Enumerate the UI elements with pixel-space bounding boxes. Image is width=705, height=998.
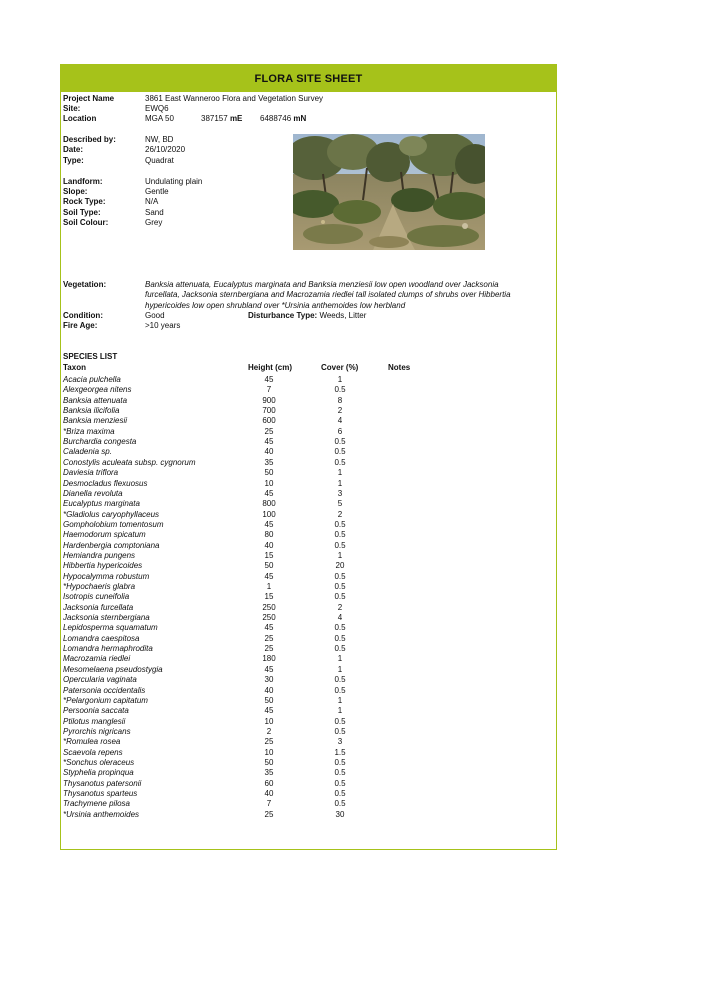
species-row — [63, 717, 483, 727]
species-height: 15 — [264, 592, 274, 602]
species-taxon: Lepidosperma squamatum — [63, 623, 158, 633]
species-cover: 3 — [337, 737, 343, 747]
site-photo — [293, 134, 485, 250]
soil-colour-value: Grey — [145, 218, 163, 227]
species-taxon: *Pelargonium capitatum — [63, 695, 148, 705]
species-height: 80 — [264, 530, 274, 540]
species-row — [63, 427, 483, 437]
species-cover: 0.5 — [334, 633, 346, 643]
site-label: Site: — [63, 104, 81, 113]
species-cover: 1 — [337, 478, 343, 488]
species-cover: 0.5 — [334, 530, 346, 540]
species-cover: 6 — [337, 426, 343, 436]
sheet-title: FLORA SITE SHEET — [254, 72, 363, 85]
species-row — [63, 623, 483, 633]
species-height: 45 — [264, 664, 274, 674]
species-cover: 0.5 — [334, 757, 346, 767]
species-row — [63, 541, 483, 551]
species-cover: 0.5 — [334, 447, 346, 457]
species-row — [63, 437, 483, 447]
species-taxon: Conostylis aculeata subsp. cygnorum — [63, 457, 196, 467]
species-row — [63, 686, 483, 696]
species-height: 40 — [264, 789, 274, 798]
rock-type-label: Rock Type: — [63, 197, 106, 206]
species-taxon: Gompholobium tomentosum — [63, 519, 164, 529]
species-height: 45 — [264, 488, 274, 498]
species-row — [63, 447, 483, 457]
disturbance-value: Weeds, Litter — [319, 311, 367, 320]
northing-value: 6488746 — [260, 114, 292, 123]
species-taxon: Acacia pulchella — [63, 375, 121, 384]
species-height: 10 — [264, 747, 274, 757]
species-height: 45 — [264, 706, 274, 716]
species-cover: 0.5 — [334, 437, 346, 447]
species-taxon: Isotropis cuneifolia — [63, 592, 130, 602]
species-cover: 0.5 — [334, 768, 346, 778]
disturbance — [248, 311, 366, 320]
species-taxon: Macrozamia riedlei — [63, 654, 131, 664]
date-label: Date: — [63, 145, 84, 154]
species-cover: 3 — [337, 488, 343, 498]
species-height: 25 — [264, 809, 274, 819]
species-cover: 0.5 — [334, 592, 346, 602]
species-row — [63, 582, 483, 592]
species-row — [63, 654, 483, 664]
species-row — [63, 561, 483, 571]
species-cover: 0.5 — [334, 519, 346, 529]
header-bar — [61, 65, 556, 92]
project-name-label: Project Name — [63, 94, 115, 103]
species-height: 900 — [262, 395, 276, 405]
col-height: Height (cm) — [248, 363, 292, 372]
species-cover: 0.5 — [334, 789, 346, 798]
species-taxon: *Sonchus oleraceus — [63, 757, 135, 767]
landform-value: Undulating plain — [145, 177, 203, 186]
species-row — [63, 789, 483, 799]
species-row — [63, 758, 483, 768]
species-height: 10 — [264, 716, 274, 726]
species-cover: 20 — [335, 561, 345, 571]
species-height: 50 — [264, 561, 274, 571]
species-row — [63, 479, 483, 489]
species-height: 7 — [266, 385, 272, 395]
date-value: 26/10/2020 — [145, 145, 186, 154]
rock-type-value: N/A — [145, 197, 159, 206]
northing — [260, 114, 306, 123]
species-row — [63, 634, 483, 644]
species-height: 30 — [264, 675, 274, 685]
species-height: 2 — [266, 726, 272, 736]
species-cover: 8 — [337, 395, 343, 405]
species-height: 25 — [264, 426, 274, 436]
species-taxon: *Ursinia anthemoides — [63, 809, 140, 819]
described-by-label: Described by: — [63, 135, 116, 144]
described-by-value: NW, BD — [145, 135, 174, 144]
species-row — [63, 768, 483, 778]
species-row — [63, 613, 483, 623]
species-taxon: Dianella revoluta — [63, 488, 123, 498]
species-row — [63, 779, 483, 789]
fire-age-label: Fire Age: — [63, 321, 98, 330]
species-cover: 30 — [335, 809, 345, 819]
species-taxon: Alexgeorgea nitens — [63, 385, 132, 395]
species-cover: 0.5 — [334, 799, 346, 809]
easting-unit: mE — [229, 114, 243, 123]
species-row — [63, 572, 483, 582]
species-height: 7 — [266, 799, 272, 809]
species-height: 1 — [266, 582, 272, 591]
fire-age-value: >10 years — [145, 321, 181, 330]
species-taxon: Jacksonia sternbergiana — [63, 613, 150, 623]
species-height: 250 — [262, 602, 276, 612]
species-height: 35 — [264, 768, 274, 778]
easting — [201, 114, 242, 123]
species-row — [63, 706, 483, 716]
landform-label: Landform: — [63, 177, 103, 186]
site-value: EWQ6 — [145, 104, 169, 113]
species-taxon: *Gladiolus caryophyllaceus — [63, 509, 160, 519]
species-cover: 0.5 — [334, 571, 346, 581]
species-cover: 0.5 — [334, 644, 346, 654]
species-height: 40 — [264, 685, 274, 695]
species-row — [63, 737, 483, 747]
species-row — [63, 799, 483, 809]
species-cover: 1 — [337, 695, 343, 705]
species-height: 50 — [264, 468, 274, 478]
species-height: 45 — [264, 571, 274, 581]
species-cover: 1 — [337, 550, 343, 560]
species-taxon: Lomandra caespitosa — [63, 633, 140, 643]
species-taxon: Thysanotus patersonii — [63, 778, 142, 788]
col-cover: Cover (%) — [321, 363, 359, 372]
species-height: 40 — [264, 540, 274, 550]
species-cover: 1 — [337, 664, 343, 674]
species-row — [63, 385, 483, 395]
species-height: 100 — [262, 509, 276, 519]
species-cover: 0.5 — [334, 582, 346, 591]
species-cover: 2 — [337, 509, 343, 519]
easting-value: 387157 — [201, 114, 228, 123]
species-cover: 1 — [337, 468, 343, 478]
soil-type-value: Sand — [145, 208, 164, 217]
species-row — [63, 375, 483, 385]
species-height: 40 — [264, 447, 274, 457]
species-taxon: Hypocalymma robustum — [63, 571, 150, 581]
species-taxon: *Hypochaeris glabra — [63, 582, 136, 591]
species-row — [63, 499, 483, 509]
species-cover: 0.5 — [334, 685, 346, 695]
species-cover: 2 — [337, 406, 343, 416]
species-taxon: Banksia ilicifolia — [63, 406, 120, 416]
species-taxon: Banksia attenuata — [63, 395, 128, 405]
species-height: 700 — [262, 406, 276, 416]
location-zone: MGA 50 — [145, 114, 174, 123]
col-taxon: Taxon — [63, 363, 86, 372]
species-taxon: Lomandra hermaphrodita — [63, 644, 153, 654]
species-taxon: Ptilotus manglesii — [63, 716, 126, 726]
species-cover: 0.5 — [334, 726, 346, 736]
species-row — [63, 603, 483, 613]
species-taxon: Opercularia vaginata — [63, 675, 137, 685]
species-taxon: Hibbertia hypericoides — [63, 561, 143, 571]
species-row — [63, 551, 483, 561]
flora-site-sheet — [60, 64, 557, 850]
species-height: 60 — [264, 778, 274, 788]
species-height: 25 — [264, 633, 274, 643]
species-cover: 0.5 — [334, 778, 346, 788]
type-label: Type: — [63, 156, 84, 165]
species-taxon: Jacksonia furcellata — [63, 602, 134, 612]
species-cover: 4 — [337, 416, 343, 426]
species-taxon: Mesomelaena pseudostygia — [63, 664, 163, 674]
species-height: 800 — [262, 499, 276, 509]
species-taxon: Trachymene pilosa — [63, 799, 130, 809]
soil-type-label: Soil Type: — [63, 208, 101, 217]
species-height: 250 — [262, 613, 276, 623]
slope-value: Gentle — [145, 187, 169, 196]
species-taxon: Desmocladus flexuosus — [63, 478, 148, 488]
species-row — [63, 727, 483, 737]
species-cover: 2 — [337, 602, 343, 612]
species-row — [63, 665, 483, 675]
species-cover: 0.5 — [334, 385, 346, 395]
species-height: 45 — [264, 437, 274, 447]
species-cover: 1 — [337, 706, 343, 716]
species-taxon: *Romulea rosea — [63, 737, 121, 747]
species-cover: 0.5 — [334, 716, 346, 726]
species-height: 25 — [264, 737, 274, 747]
species-row — [63, 675, 483, 685]
species-taxon: Styphelia propinqua — [63, 768, 134, 778]
species-height: 15 — [264, 550, 274, 560]
species-row — [63, 748, 483, 758]
species-height: 180 — [262, 654, 276, 664]
species-cover: 5 — [337, 499, 343, 509]
species-cover: 0.5 — [334, 540, 346, 550]
species-row — [63, 489, 483, 499]
species-taxon: Eucalyptus marginata — [63, 499, 140, 509]
species-taxon: Banksia menziesii — [63, 416, 128, 426]
vegetation-label: Vegetation: — [63, 280, 107, 289]
species-row — [63, 510, 483, 520]
location-label: Location — [63, 114, 97, 123]
species-cover: 1 — [337, 375, 343, 384]
vegetation-description: Banksia attenuata, Eucalyptus marginata and Banksia menziesii low open woodland over Jacksonia furcellata, Jacksonia sternbergiana and Macrozamia riedlei tall isolated clumps of shrubs over Hibbertia hypericoides low open shrubland over *Ursinia anthemoides low herbland — [145, 280, 511, 310]
species-height: 50 — [264, 757, 274, 767]
species-row — [63, 530, 483, 540]
species-taxon: Burchardia congesta — [63, 437, 137, 447]
slope-label: Slope: — [63, 187, 88, 196]
species-height: 45 — [264, 519, 274, 529]
condition-value: Good — [145, 311, 165, 320]
species-height: 25 — [264, 644, 274, 654]
species-taxon: Persoonia saccata — [63, 706, 129, 716]
species-row — [63, 810, 483, 820]
northing-unit: mN — [293, 114, 307, 123]
disturbance-label: Disturbance Type: — [248, 311, 318, 320]
species-height: 35 — [264, 457, 274, 467]
species-cover: 1 — [337, 654, 343, 664]
species-row — [63, 520, 483, 530]
species-height: 600 — [262, 416, 276, 426]
species-list-heading: SPECIES LIST — [63, 352, 118, 361]
species-cover: 4 — [337, 613, 343, 623]
species-taxon: Hardenbergia comptoniana — [63, 540, 160, 550]
species-cover: 0.5 — [334, 623, 346, 633]
type-value: Quadrat — [145, 156, 174, 165]
species-taxon: *Briza maxima — [63, 426, 115, 436]
species-cover: 0.5 — [334, 457, 346, 467]
condition-label: Condition: — [63, 311, 103, 320]
species-height: 45 — [264, 375, 274, 384]
species-row — [63, 644, 483, 654]
species-taxon: Scaevola repens — [63, 747, 123, 757]
species-height: 50 — [264, 695, 274, 705]
species-taxon: Daviesia triflora — [63, 468, 119, 478]
species-height: 45 — [264, 623, 274, 633]
species-row — [63, 406, 483, 416]
species-row — [63, 396, 483, 406]
col-notes: Notes — [388, 363, 411, 372]
species-row — [63, 458, 483, 468]
species-row — [63, 696, 483, 706]
species-cover: 1.5 — [334, 747, 346, 757]
species-taxon: Haemodorum spicatum — [63, 530, 146, 540]
species-taxon: Hemiandra pungens — [63, 550, 136, 560]
species-row — [63, 468, 483, 478]
soil-colour-label: Soil Colour: — [63, 218, 109, 227]
species-cover: 0.5 — [334, 675, 346, 685]
species-row — [63, 416, 483, 426]
project-name-value: 3861 East Wanneroo Flora and Vegetation Survey — [145, 94, 324, 103]
species-height: 10 — [264, 478, 274, 488]
species-taxon: Pyrorchis nigricans — [63, 726, 131, 736]
species-row — [63, 592, 483, 602]
species-taxon: Thysanotus sparteus — [63, 789, 138, 798]
species-taxon: Caladenia sp. — [63, 447, 112, 457]
species-taxon: Patersonia occidentalis — [63, 685, 146, 695]
